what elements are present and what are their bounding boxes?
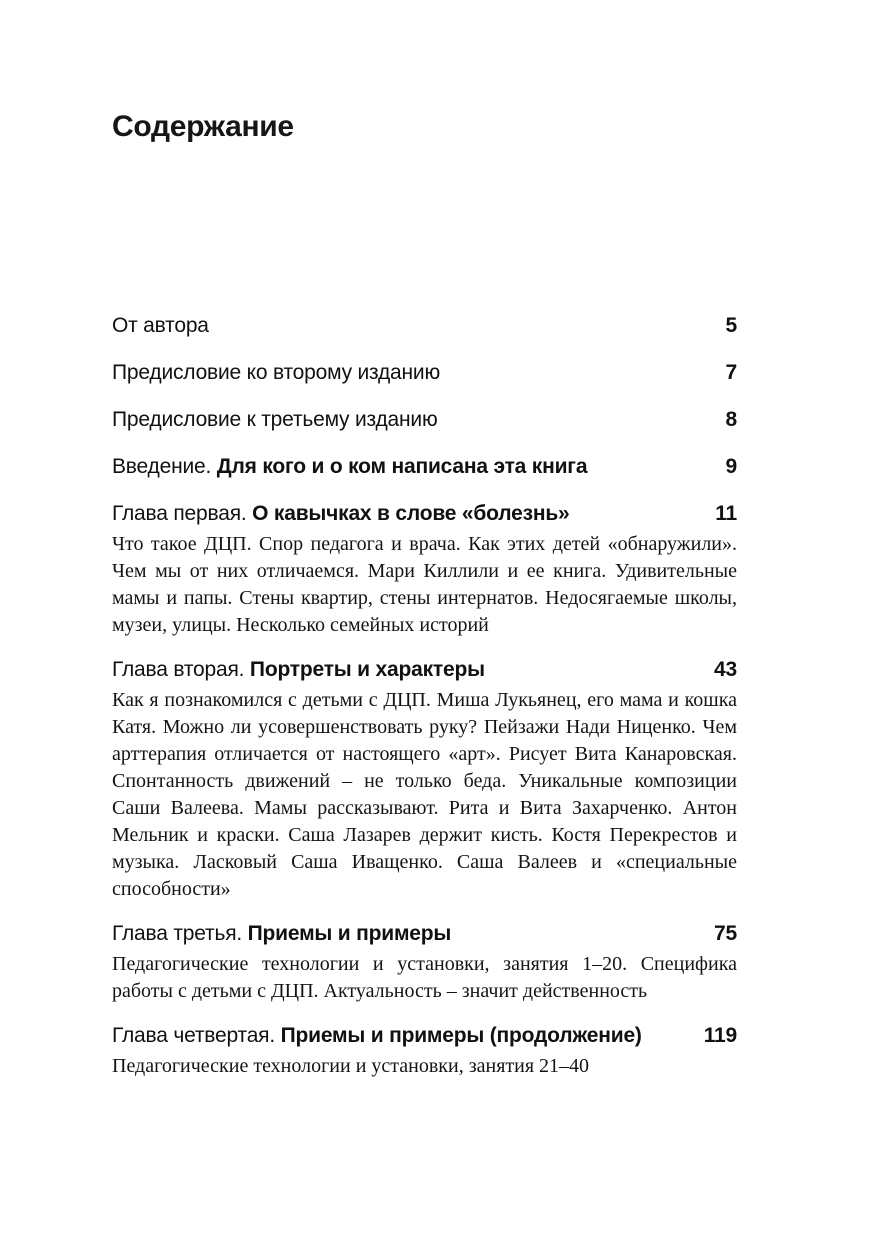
toc-entry (112, 502, 737, 639)
toc-entry-head (112, 408, 737, 431)
entry-label (112, 658, 505, 681)
toc-entry-head (112, 361, 737, 384)
toc-entry-head (112, 314, 737, 337)
toc-entry (112, 361, 737, 384)
toc-entry-head (112, 1024, 737, 1047)
entry-description: Педагогические технологии и установки, занятия 1–20. Специфика работы с детьми с ДЦП. Актуальность – значит действенность (112, 953, 737, 1002)
entry-label (112, 922, 471, 945)
entry-label (112, 314, 229, 337)
entry-prefix: Предисловие к третьему изданию (112, 408, 438, 431)
entry-prefix: Глава четвертая. (112, 1024, 281, 1047)
toc-entry-head (112, 658, 737, 681)
entry-prefix: Глава вторая. (112, 658, 250, 681)
entry-title: Приемы и примеры (продолжение) (280, 1024, 642, 1047)
entry-label (112, 408, 458, 431)
toc-entry-head (112, 455, 737, 478)
entry-description: Что такое ДЦП. Спор педагога и врача. Как этих детей «обнаружили». Чем мы от них отличаемся. Мари Киллили и ее книга. Удивительные мамы и папы. Стены квартир, стены интернатов. Недосягаемые школы, музеи, улицы. Несколько семейных историй (112, 533, 737, 636)
entry-title: Приемы и примеры (247, 922, 452, 945)
toc-entry (112, 922, 737, 1005)
entry-page-number: 119 (703, 1024, 737, 1047)
entry-label (112, 361, 460, 384)
entry-prefix: Глава первая. (112, 502, 253, 525)
entry-page-number: 9 (725, 455, 737, 478)
entry-prefix: От автора (112, 314, 209, 337)
entry-page-number: 75 (714, 922, 737, 945)
entry-label (112, 455, 607, 478)
toc-entry-head (112, 922, 737, 945)
entry-title: Портреты и характеры (249, 658, 485, 681)
entry-page-number: 11 (715, 502, 737, 525)
toc-entry (112, 314, 737, 337)
entry-prefix: Введение. (112, 455, 217, 478)
entry-label (112, 1024, 662, 1047)
entry-page-number: 8 (725, 408, 737, 431)
toc-entry-head (112, 502, 737, 525)
page-title: Содержание (112, 110, 294, 143)
entry-page-number: 5 (725, 314, 737, 337)
toc-entry (112, 1024, 737, 1080)
toc-entry (112, 658, 737, 903)
entry-page-number: 43 (714, 658, 737, 681)
entry-title: О кавычках в слове «болезнь» (252, 502, 570, 525)
entry-prefix: Предисловие ко второму изданию (112, 361, 441, 384)
entry-label (112, 502, 590, 525)
entry-page-number: 7 (725, 361, 737, 384)
entry-title: Для кого и о ком написана эта книга (216, 455, 588, 478)
toc-entry (112, 408, 737, 431)
toc-list (112, 314, 737, 1080)
entry-prefix: Глава третья. (112, 922, 248, 945)
entry-description: Педагогические технологии и установки, занятия 21–40 (112, 1055, 590, 1077)
toc-entry (112, 455, 737, 478)
entry-description: Как я познакомился с детьми с ДЦП. Миша Лукьянец, его мама и кошка Катя. Можно ли усовершенствовать руку? Пейзажи Нади Ниценко. Чем арттерапия отличается от настоящего «арт». Рисует Вита Канаровская. Спонтанность движений – не только беда. Уникальные композиции Саши Валеева. Мамы рассказывают. Рита и Вита Захарченко. Антон Мельник и краски. Саша Лазарев держит кисть. Костя Перекрестов и музыка. Ласковый Саша Иващенко. Саша Валеев и «специальные способности» (112, 689, 737, 900)
